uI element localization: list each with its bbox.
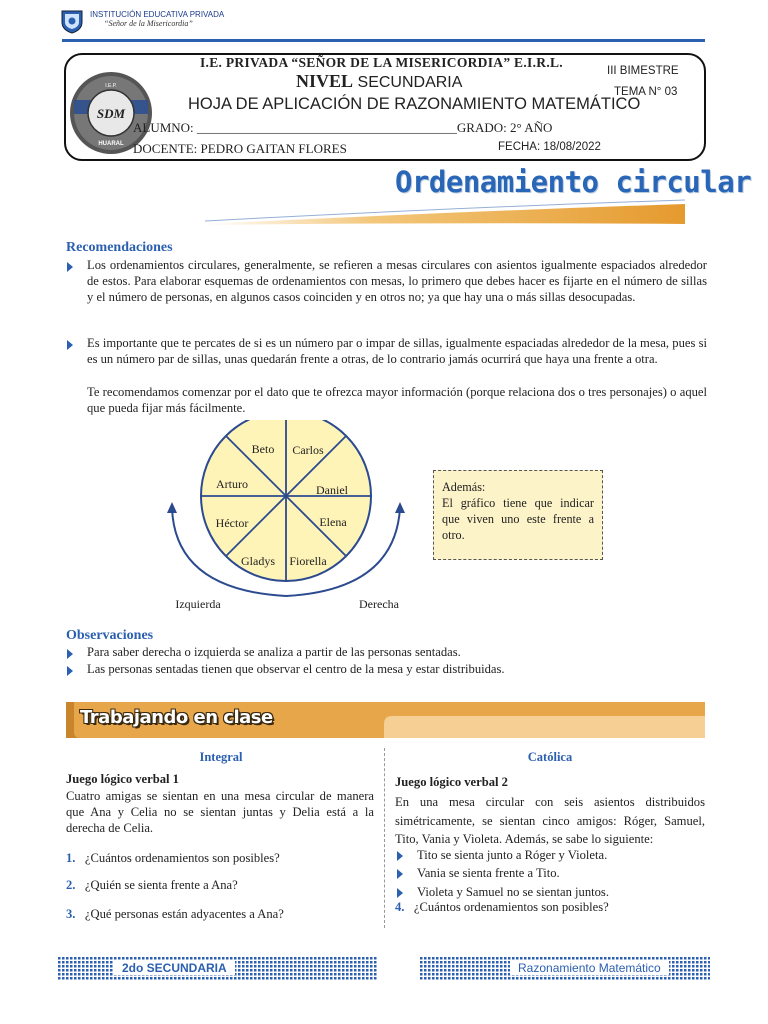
sheet-title: HOJA DE APLICACIÓN DE RAZONAMIENTO MATEMÁTICO	[188, 95, 641, 113]
bullet-icon	[67, 262, 73, 272]
question-1	[66, 851, 280, 866]
institution-motto: “Señor de la Misericordia”	[104, 19, 193, 28]
nivel-line	[296, 71, 462, 92]
title-swoosh-decoration	[205, 198, 685, 228]
banner-title: Trabajando en clase	[80, 707, 273, 728]
column-right-heading: Católica	[527, 750, 573, 764]
clue-3: Violeta y Samuel no se sientan juntos.	[417, 885, 609, 899]
seat-fiorella: Fiorella	[289, 554, 327, 568]
note-box	[433, 470, 603, 560]
circular-table-diagram	[160, 420, 420, 620]
arrow-right-icon	[395, 502, 405, 513]
bullet-icon	[397, 851, 403, 861]
top-rule	[62, 39, 705, 42]
question-2	[66, 878, 238, 893]
right-direction-label: Derecha	[359, 597, 399, 611]
clue-1: Tito se sienta junto a Róger y Violeta.	[417, 848, 608, 862]
question-number: 2.	[66, 878, 76, 892]
question-4	[395, 900, 609, 915]
column-divider	[384, 748, 385, 928]
problem-2-title: Juego lógico verbal 2	[395, 775, 508, 789]
note-text: El gráfico tiene que indicar que viven uno este frente a otro.	[442, 496, 594, 542]
question-text: ¿Qué personas están adyacentes a Ana?	[84, 907, 284, 921]
seat-beto: Beto	[251, 442, 275, 456]
problem-1-title: Juego lógico verbal 1	[66, 772, 179, 786]
seat-gladys: Gladys	[241, 554, 275, 568]
seat-carlos: Carlos	[292, 443, 324, 457]
bullet-icon	[397, 869, 403, 879]
seal-top-text: I.E.P.	[105, 83, 117, 89]
column-left-heading: Integral	[199, 750, 243, 764]
footer-grade-label: 2do SECUNDARIA	[114, 961, 235, 975]
school-name: I.E. PRIVADA “SEÑOR DE LA MISERICORDIA” E.I.R.L.	[200, 55, 563, 70]
page-title: Ordenamiento circular	[395, 165, 752, 199]
nivel-label: NIVEL	[296, 71, 354, 91]
recomendacion-paragraph-3: Te recomendamos comenzar por el dato que te ofrezca mayor información (porque relaciona dos o tres personajes) o aquel que pueda fijar más fácilmente.	[87, 385, 707, 416]
question-number: 4.	[395, 900, 405, 914]
seat-hector: Héctor	[215, 516, 249, 530]
institution-logo-icon	[60, 8, 84, 34]
seat-arturo: Arturo	[216, 477, 248, 491]
bullet-icon	[67, 666, 73, 676]
question-3	[66, 907, 284, 922]
recomendacion-paragraph-2: Es importante que te percates de si es un número par o impar de sillas, igualmente espaciadas alrededor de la mesa, pues si es un número par de sillas, unas quedarán frente a otras, de lo contrario jamás ocurrirá que haya una frente a otra.	[87, 336, 707, 367]
observacion-item-1: Para saber derecha o izquierda se analiza a partir de las personas sentadas.	[87, 645, 461, 659]
bullet-icon	[397, 888, 403, 898]
seat-daniel: Daniel	[316, 483, 348, 497]
question-text: ¿Cuántos ordenamientos son posibles?	[84, 851, 280, 865]
observaciones-heading: Observaciones	[66, 628, 154, 643]
footer-right	[420, 957, 710, 981]
question-text: ¿Cuántos ordenamientos son posibles?	[413, 900, 609, 914]
fecha-label: FECHA: 18/08/2022	[498, 141, 601, 153]
nivel-value: SECUNDARIA	[357, 74, 463, 91]
tema-label: TEMA N° 03	[614, 86, 678, 98]
arrow-left-icon	[167, 502, 177, 513]
alumno-field: ALUMNO: ________________________________________GRADO: 2° AÑO	[133, 120, 553, 135]
seal-monogram: SDM	[96, 106, 126, 121]
bullet-icon	[67, 340, 73, 350]
recomendaciones-heading: Recomendaciones	[66, 240, 173, 255]
recomendacion-paragraph-1: Los ordenamientos circulares, generalmente, se refieren a mesas circulares con asientos igualmente espaciados alrededor de estos. Para elaborar esquemas de ordenamientos con mesas, lo primero que debes hacer es fijarte en el número de sillas y el número de personas, en algunos casos coinciden y en otros no; ya que hay una o más sillas desocupadas.	[87, 258, 707, 305]
left-direction-label: Izquierda	[175, 597, 221, 611]
question-number: 1.	[66, 851, 76, 865]
footer-subject-label: Razonamiento Matemático	[510, 961, 669, 975]
bimestre-label: III BIMESTRE	[607, 65, 679, 77]
bullet-icon	[67, 649, 73, 659]
problem-2-text: En una mesa circular con seis asientos distribuidos simétricamente, se sientan cinco amigos: Róger, Samuel, Tito, Vania y Violeta. Además, se sabe lo siguiente:	[395, 795, 705, 846]
seat-elena: Elena	[319, 515, 347, 529]
clue-2: Vania se sienta frente a Tito.	[417, 866, 560, 880]
question-number: 3.	[66, 907, 76, 921]
footer-left	[58, 957, 378, 981]
observacion-item-2: Las personas sentadas tienen que observar el centro de la mesa y estar distribuidas.	[87, 662, 505, 676]
institution-name: INSTITUCIÓN EDUCATIVA PRIVADA	[90, 10, 225, 19]
seal-bottom-text: HUARAL	[98, 141, 124, 147]
question-text: ¿Quién se sienta frente a Ana?	[84, 878, 238, 892]
docente-field: DOCENTE: PEDRO GAITAN FLORES	[133, 141, 347, 156]
problem-1-text: Cuatro amigas se sientan en una mesa circular de manera que Ana y Celia no se sientan juntas y Delia está a la derecha de Celia.	[66, 789, 374, 836]
note-title: Además:	[442, 480, 486, 494]
